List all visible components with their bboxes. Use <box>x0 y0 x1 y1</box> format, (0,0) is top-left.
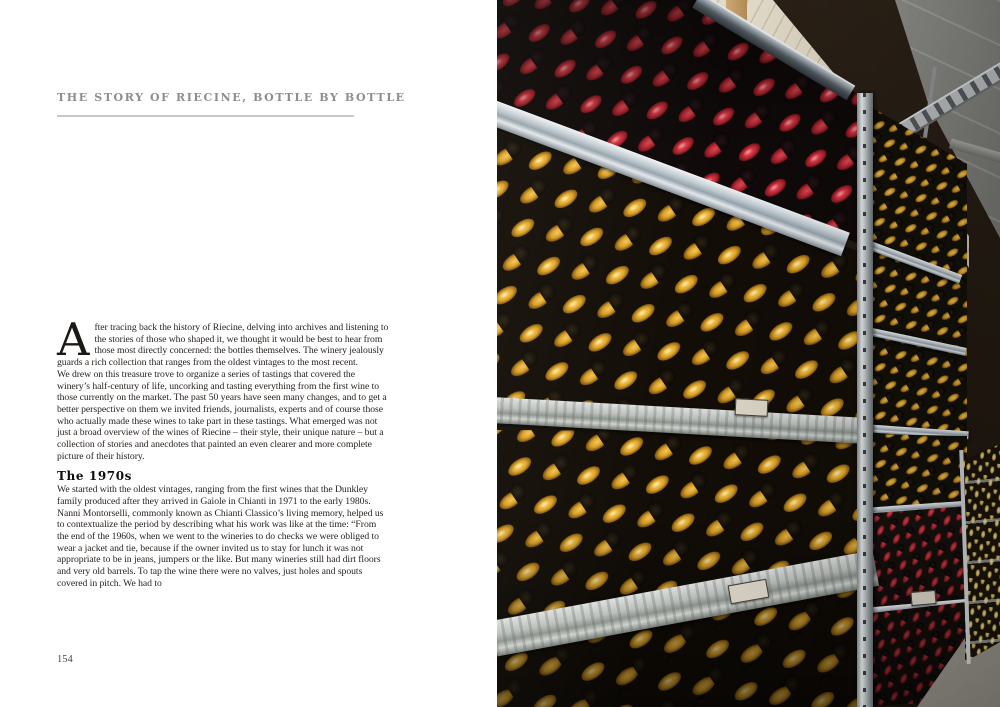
paragraph-3: We started with the oldest vintages, ranging from the first wines that the Dunkley family produced after they arrived in Gaiole in Chianti in 1971 to the early 1980s. Nanni Montorselli, commonly known as Chianti Classico’s living memory, helped us to contextualize the period by describing what his work was like at the time: “From the end of the 1960s, when we went to the wineries to do checks we were obliged to wear a jacket and tie, because if the owner invited us to stay for lunch it was not appropriate to be in jeans, jumpers or the like. But many wineries still had dirt floors and very old barrels. To tap the wine there were no valves, just holes and spouts covered in pitch. We had to <box>57 484 384 589</box>
intro-text: fter tracing back the history of Riecine, delving into archives and listening to the stories of those who shaped it, we thought it would be best to hear from those most directly concerned: the bottles themselves. The winery jealously guards a rich collection that ranges from the oldest vintages to the most recent. <box>57 322 389 369</box>
section-heading: The 1970s <box>57 469 133 484</box>
intro-paragraph <box>57 313 390 369</box>
photo-vignette <box>497 0 1000 707</box>
chapter-header: THE STORY OF RIECINE, BOTTLE BY BOTTLE <box>57 91 406 104</box>
paragraph-2: We drew on this treasure trove to organize a series of tastings that covered the winery’s half-century of life, uncorking and tasting everything from the first wine to those currently on the market. The past 50 years have seen many changes, and to get a better perspective on them we invited friends, journalists, experts and of course those who actually made these wines to take part in these tastings. What emerged was not just a broad overview of the wines of Riecine – their style, their unique nature – but a collection of stories and anecdotes that painted an even clearer and more complete picture of their history. <box>57 368 387 462</box>
header-rule <box>57 115 354 117</box>
page-number: 154 <box>57 654 73 665</box>
cellar-photo <box>497 0 1000 707</box>
drop-cap: A <box>57 313 90 366</box>
body-text-column <box>57 313 390 589</box>
left-page <box>0 0 497 707</box>
